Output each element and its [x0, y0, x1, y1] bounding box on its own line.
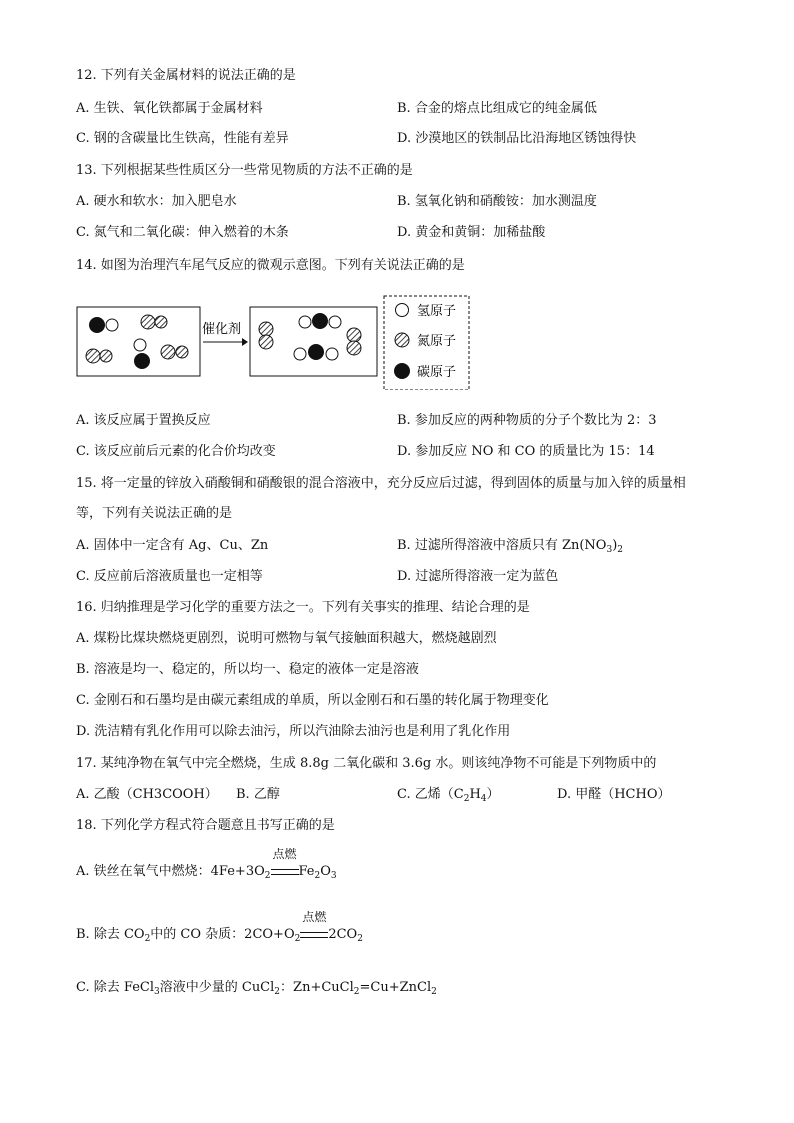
- q12-option-c: C. 钢的含碳量比生铁高，性能有差异: [76, 131, 289, 146]
- legend-carbon: 碳原子: [417, 365, 457, 380]
- q17-option-d: D. 甲醛（HCHO）: [557, 787, 671, 802]
- q17-stem: 17. 某纯净物在氧气中完全燃烧，生成 8.8g 二氧化碳和 3.6g 水。则该纯净物不可能是下列物质中的: [76, 756, 657, 771]
- nitrogen-atom: [161, 345, 175, 359]
- carbon-atom: [134, 353, 150, 369]
- nitrogen-atom: [259, 322, 273, 336]
- nitrogen-legend-icon: [395, 333, 409, 347]
- nitrogen-atom: [259, 335, 273, 349]
- carbon-atom: [312, 313, 328, 329]
- carbon-atom: [308, 344, 324, 360]
- q18-option-b: B. 除去 $CO_2$中的 CO 杂质：$2CO+O_2$ 点燃 $2CO_2$: [76, 910, 363, 944]
- legend-hydrogen: 氢原子: [417, 304, 457, 319]
- reaction-diagram: [74, 294, 474, 390]
- arrow-label: 催化剂: [202, 322, 242, 337]
- q14-stem: 14. 如图为治理汽车尾气反应的微观示意图。下列有关说法正确的是: [76, 258, 465, 273]
- q16-option-d: D. 洗洁精有乳化作用可以除去油污，所以汽油除去油污也是利用了乳化作用: [76, 724, 511, 739]
- q12-stem: 12. 下列有关金属材料的说法正确的是: [76, 68, 296, 83]
- q15-option-b: B. 过滤所得溶液中溶质只有 $Zn(NO_3)_2$: [397, 538, 624, 555]
- q17-option-b: B. 乙醇: [236, 787, 280, 802]
- carbon-atom: [89, 317, 105, 333]
- nitrogen-atom: [347, 341, 361, 355]
- nitrogen-atom: [141, 315, 155, 329]
- q13-stem: 13. 下列根据某些性质区分一些常见物质的方法不正确的是: [76, 163, 413, 178]
- q13-option-d: D. 黄金和黄铜：加稀盐酸: [397, 225, 546, 240]
- q16-option-b: B. 溶液是均一、稳定的，所以均一、稳定的液体一定是溶液: [76, 662, 419, 677]
- q13-option-b: B. 氢氧化钠和硝酸铵：加水测温度: [397, 194, 597, 209]
- arrow-head-icon: [242, 338, 248, 346]
- hydrogen-atom: [326, 348, 338, 360]
- q12-option-d: D. 沙漠地区的铁制品比沿海地区锈蚀得快: [397, 131, 637, 146]
- q16-option-c: C. 金刚石和石墨均是由碳元素组成的单质，所以金刚石和石墨的转化属于物理变化: [76, 693, 549, 708]
- hydrogen-atom: [106, 319, 118, 331]
- q14-option-b: B. 参加反应的两种物质的分子个数比为 2：3: [397, 413, 657, 428]
- hydrogen-atom: [329, 316, 341, 328]
- hydrogen-atom: [294, 348, 306, 360]
- q14-option-d: D. 参加反应 NO 和 CO 的质量比为 15：14: [397, 444, 655, 459]
- q18-option-c: C. 除去 FeCl$_3$溶液中少量的 CuCl$_2$：Zn+CuCl$_2$=Cu+ZnCl$_2$: [76, 980, 437, 997]
- q15-stem-line1: 15. 将一定量的锌放入硝酸铜和硝酸银的混合溶液中，充分反应后过滤，得到固体的质量与加入锌的质量相: [76, 476, 686, 491]
- hydrogen-atom: [134, 339, 146, 351]
- carbon-legend-icon: [394, 363, 410, 379]
- q13-option-a: A. 硬水和软水：加入肥皂水: [76, 194, 237, 209]
- q15-option-a: A. 固体中一定含有 Ag、Cu、Zn: [76, 538, 269, 553]
- nitrogen-atom: [86, 349, 100, 363]
- q16-option-a: A. 煤粉比煤块燃烧更剧烈，说明可燃物与氧气接触面积越大，燃烧越剧烈: [76, 631, 497, 646]
- q18-stem: 18. 下列化学方程式符合题意且书写正确的是: [76, 818, 335, 833]
- nitrogen-atom: [100, 350, 112, 362]
- q14-option-a: A. 该反应属于置换反应: [76, 413, 211, 428]
- q15-stem-line2: 等，下列有关说法正确的是: [76, 506, 233, 521]
- legend-nitrogen: 氮原子: [417, 334, 457, 349]
- reaction-condition-arrow: 点燃: [271, 863, 299, 881]
- nitrogen-atom: [347, 328, 361, 342]
- q13-option-c: C. 氮气和二氧化碳：伸入燃着的木条: [76, 225, 289, 240]
- hydrogen-legend-icon: [396, 304, 409, 317]
- q12-option-a: A. 生铁、氧化铁都属于金属材料: [76, 101, 263, 116]
- q17-option-c: C. 乙烯$(C_2H_4)$: [397, 787, 500, 804]
- nitrogen-atom: [176, 346, 188, 358]
- q12-option-b: B. 合金的熔点比组成它的纯金属低: [397, 101, 597, 116]
- q14-option-c: C. 该反应前后元素的化合价均改变: [76, 444, 276, 459]
- q17-option-a: A. 乙酸（CH3COOH）: [76, 787, 218, 802]
- q15-option-d: D. 过滤所得溶液一定为蓝色: [397, 569, 559, 584]
- nitrogen-atom: [155, 316, 167, 328]
- reaction-condition-arrow: 点燃: [300, 926, 328, 944]
- q18-option-a: A. 铁丝在氧气中燃烧：$4Fe+3O_2$ 点燃 $Fe_2O_3$: [76, 847, 337, 881]
- q15-option-c: C. 反应前后溶液质量也一定相等: [76, 569, 263, 584]
- hydrogen-atom: [299, 316, 311, 328]
- q16-stem: 16. 归纳推理是学习化学的重要方法之一。下列有关事实的推理、结论合理的是: [76, 600, 530, 615]
